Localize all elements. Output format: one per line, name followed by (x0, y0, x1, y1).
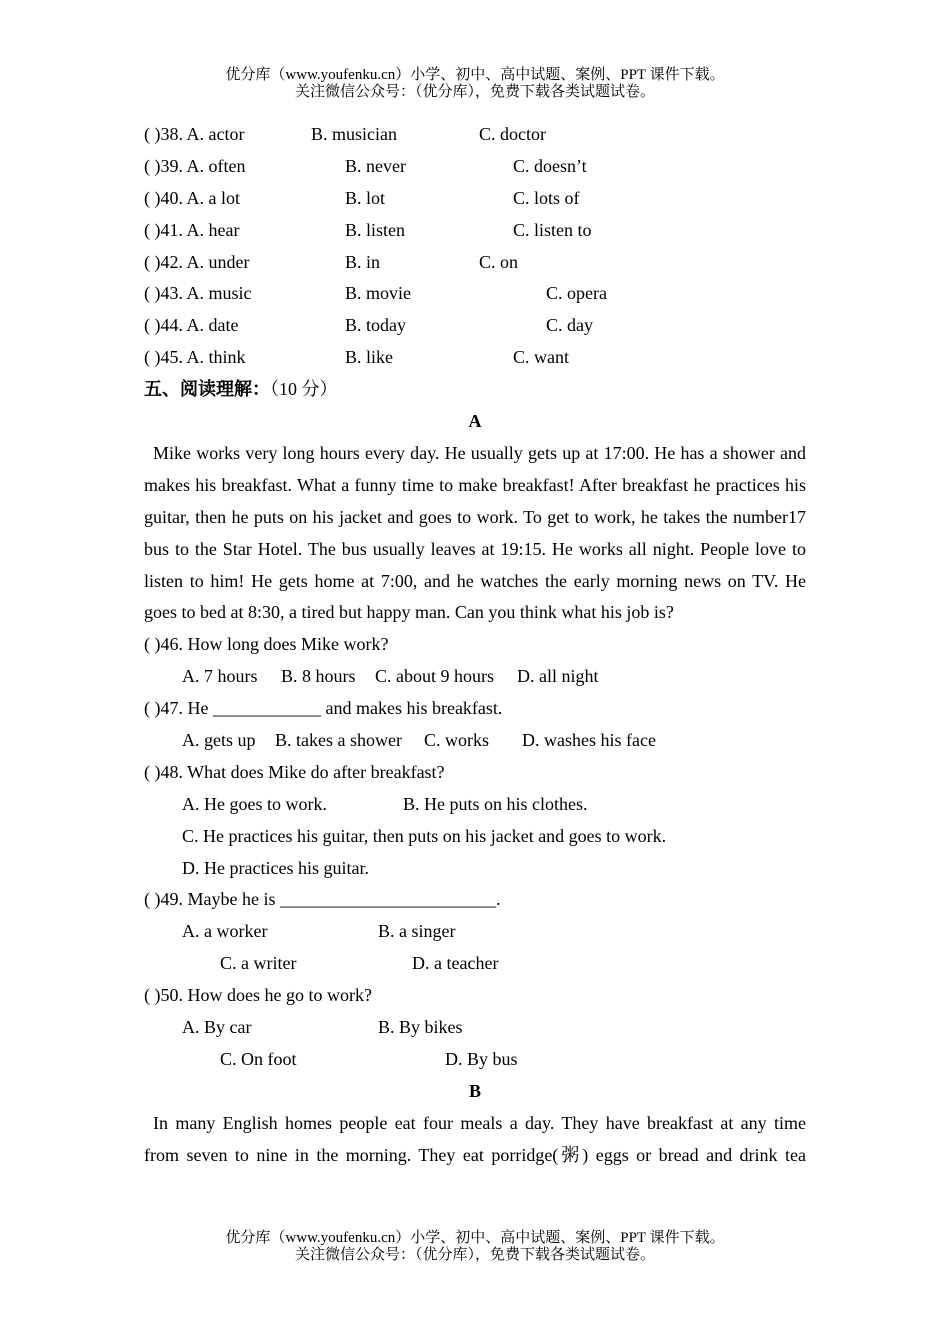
cloze-option-b: B. today (345, 315, 406, 336)
cloze-stem: ( )42. A. under (144, 251, 250, 272)
question-47-options (144, 725, 806, 757)
option-d: D. a teacher (412, 953, 499, 974)
section-points: （10 分） (270, 379, 338, 400)
page-content (144, 119, 806, 1172)
cloze-option-c: C. on (479, 251, 519, 272)
question-50-options-ab (144, 1012, 806, 1044)
page-footer (0, 1230, 950, 1264)
cloze-option-c: C. doctor (479, 124, 546, 144)
cloze-option-c: C. want (513, 347, 569, 368)
option-d: D. By bus (445, 1048, 518, 1069)
option-a: A. He goes to work. (182, 793, 327, 814)
question-49 (144, 884, 806, 916)
question-48-options-ab (144, 789, 806, 821)
cloze-option-b: B. in (345, 251, 381, 272)
cloze-item-43 (144, 278, 806, 310)
option-b: B. 8 hours (281, 666, 356, 687)
option-d: D. He practices his guitar. (182, 857, 369, 878)
cloze-option-c: C. opera (546, 283, 607, 304)
question-stem: ( )46. How long does Mike work? (144, 634, 389, 655)
option-b: B. By bikes (378, 1017, 463, 1038)
cloze-item-39 (144, 151, 806, 183)
question-49-options-ab (144, 916, 806, 948)
section-heading (144, 374, 806, 406)
header-line-1: 优分库（www.youfenku.cn）小学、初中、高中试题、案例、PPT 课件下载。 (225, 67, 725, 83)
question-48-option-d (144, 853, 806, 885)
cloze-option-c: C. doesn’t (513, 155, 587, 176)
cloze-option-c: C. lots of (513, 187, 580, 208)
question-50 (144, 980, 806, 1012)
question-49-options-cd (144, 948, 806, 980)
option-d: D. washes his face (522, 730, 656, 751)
question-stem: ( )48. What does Mike do after breakfast? (144, 761, 445, 782)
cloze-option-b: B. movie (345, 283, 411, 304)
cloze-option-b: B. never (345, 155, 406, 176)
option-b: B. a singer (378, 921, 456, 942)
cloze-option-b: B. lot (345, 187, 386, 208)
passage-b-line-1: In many English homes people eat four meals a day. They have breakfast at any time (153, 1112, 806, 1133)
page-header (0, 67, 950, 101)
question-47 (144, 693, 806, 725)
cloze-stem: ( )41. A. hear (144, 219, 240, 240)
question-46 (144, 629, 806, 661)
option-a: A. 7 hours (182, 666, 258, 687)
question-stem: ( )49. Maybe he is ________________________. (144, 889, 501, 910)
passage-a-label: A (468, 411, 482, 432)
option-a: A. gets up (182, 730, 256, 751)
cloze-stem: ( )44. A. date (144, 315, 239, 336)
question-50-options-cd (144, 1044, 806, 1076)
option-c: C. He practices his guitar, then puts on his jacket and goes to work. (182, 825, 667, 846)
question-48-option-c (144, 821, 806, 853)
cloze-stem: ( )45. A. think (144, 347, 246, 368)
section-title: 五、阅读理解： (144, 379, 270, 400)
cloze-item-38 (144, 119, 806, 151)
option-a: A. By car (182, 1017, 252, 1038)
cloze-option-b: B. like (345, 347, 393, 368)
cloze-option-c: C. day (546, 315, 593, 336)
cloze-stem: ( )39. A. often (144, 155, 246, 176)
passage-a-text: Mike works very long hours every day. He usually gets up at 17:00. He has a shower and makes his breakfast. What a funny time to make breakfast! After breakfast he practices his guitar, then he puts on his jacket and goes to work. To get to work, he takes the number17 bus to the Star Hotel. The bus usually leaves at 19:15. He works all night. People love to listen to him! He gets home at 7:00, and he watches the early morning news on TV. He goes to bed at 8:30, a tired but happy man. Can you think what his job is? (144, 442, 806, 623)
option-c: C. about 9 hours (375, 666, 494, 687)
option-b: B. He puts on his clothes. (403, 793, 588, 814)
cloze-item-41 (144, 215, 806, 247)
cloze-stem: ( )38. A. actor (144, 124, 245, 144)
question-stem: ( )47. He ____________ and makes his breakfast. (144, 698, 503, 719)
option-a: A. a worker (182, 921, 268, 942)
cloze-item-40 (144, 183, 806, 215)
cloze-option-b: B. musician (311, 124, 397, 144)
footer-line-1: 优分库（www.youfenku.cn）小学、初中、高中试题、案例、PPT 课件下载。 (225, 1230, 725, 1246)
question-48 (144, 757, 806, 789)
cloze-item-45 (144, 342, 806, 374)
cloze-item-44 (144, 310, 806, 342)
header-line-2: 关注微信公众号：（优分库），免费下载各类试题试卷。 (294, 84, 655, 100)
passage-b-label: B (468, 1080, 481, 1101)
cloze-option-b: B. listen (345, 219, 406, 240)
cloze-stem: ( )40. A. a lot (144, 187, 240, 208)
passage-b-line-2: from seven to nine in the morning. They eat porridge(粥) eggs or bread and drink tea (144, 1144, 806, 1165)
option-c: C. On foot (220, 1048, 297, 1069)
option-c: C. works (424, 730, 490, 751)
question-stem: ( )50. How does he go to work? (144, 985, 372, 1006)
option-b: B. takes a shower (275, 730, 402, 751)
cloze-item-42 (144, 247, 806, 279)
cloze-option-c: C. listen to (513, 219, 592, 240)
option-d: D. all night (517, 666, 599, 687)
cloze-stem: ( )43. A. music (144, 283, 252, 304)
question-46-options (144, 661, 806, 693)
footer-line-2: 关注微信公众号：（优分库），免费下载各类试题试卷。 (294, 1247, 655, 1263)
option-c: C. a writer (220, 953, 297, 974)
